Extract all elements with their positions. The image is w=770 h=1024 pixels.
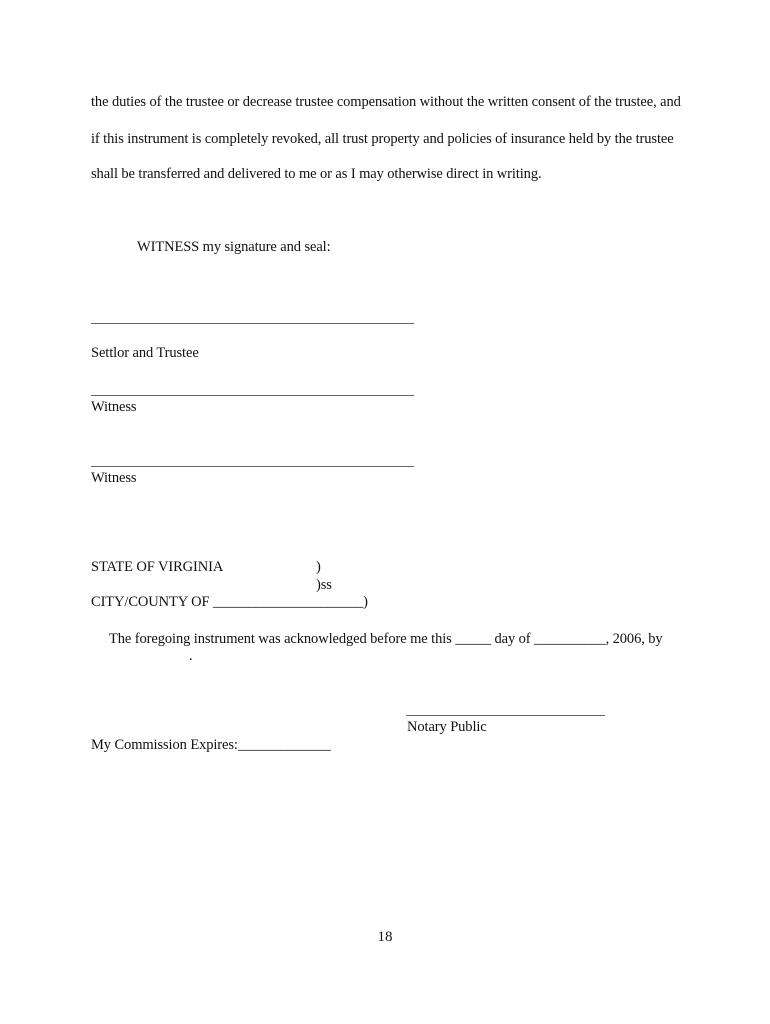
state-label: STATE OF VIRGINIA — [91, 559, 224, 575]
settlor-label: Settlor and Trustee — [91, 345, 199, 361]
page-number: 18 — [377, 929, 393, 945]
city-county-line: CITY/COUNTY OF _____________________) — [91, 594, 368, 610]
acknowledgment-text: The foregoing instrument was acknowledged before me this _____ day of __________, 2006, by — [109, 631, 663, 647]
witness2-label: Witness — [91, 470, 137, 486]
notary-label: Notary Public — [407, 719, 487, 735]
witness1-signature-line — [91, 395, 414, 396]
witness2-signature-line — [91, 466, 414, 467]
acknowledgment-period: . — [189, 648, 193, 664]
witness1-label: Witness — [91, 399, 137, 415]
body-line-1: the duties of the trustee or decrease trustee compensation without the written consent of the trustee, and — [91, 94, 681, 110]
witness-statement: WITNESS my signature and seal: — [137, 239, 331, 255]
notary-signature-line — [406, 715, 605, 716]
venue-paren: ) — [316, 559, 321, 575]
ss-mark: )ss — [316, 577, 332, 593]
commission-expires: My Commission Expires:_____________ — [91, 737, 331, 753]
body-line-3: shall be transferred and delivered to me or as I may otherwise direct in writing. — [91, 166, 542, 182]
settlor-signature-line — [91, 323, 414, 324]
body-line-2: if this instrument is completely revoked, all trust property and policies of insurance held by the trustee — [91, 131, 674, 147]
